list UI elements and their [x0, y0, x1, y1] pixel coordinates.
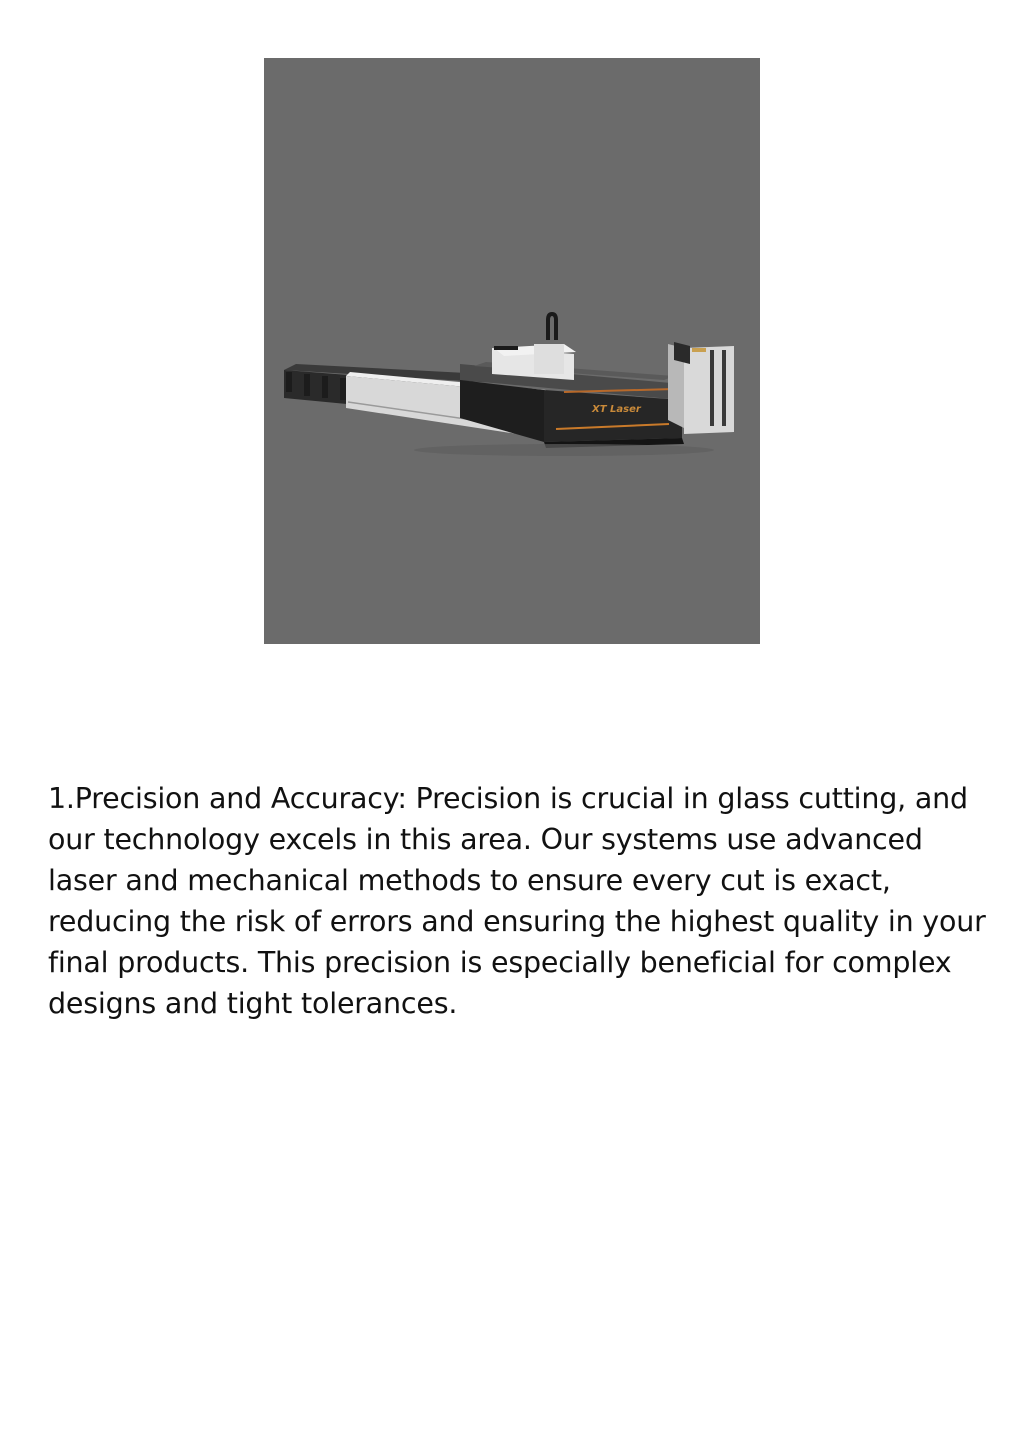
control-cabinet: [668, 342, 734, 434]
gantry: [492, 312, 576, 380]
laser-cutting-machine-illustration: [264, 58, 760, 644]
product-photo: [264, 58, 760, 644]
brand-logo: XT Laser: [592, 404, 641, 415]
description-paragraph: 1.Precision and Accuracy: Precision is crucial in glass cutting, and our technology excels in this area. Our systems use advanced laser and mechanical methods to ensure every cut is exact, reducing the risk of errors and ensuring the highest quality in your final products. This precision is especially beneficial for complex designs and tight tolerances.: [48, 782, 986, 1020]
